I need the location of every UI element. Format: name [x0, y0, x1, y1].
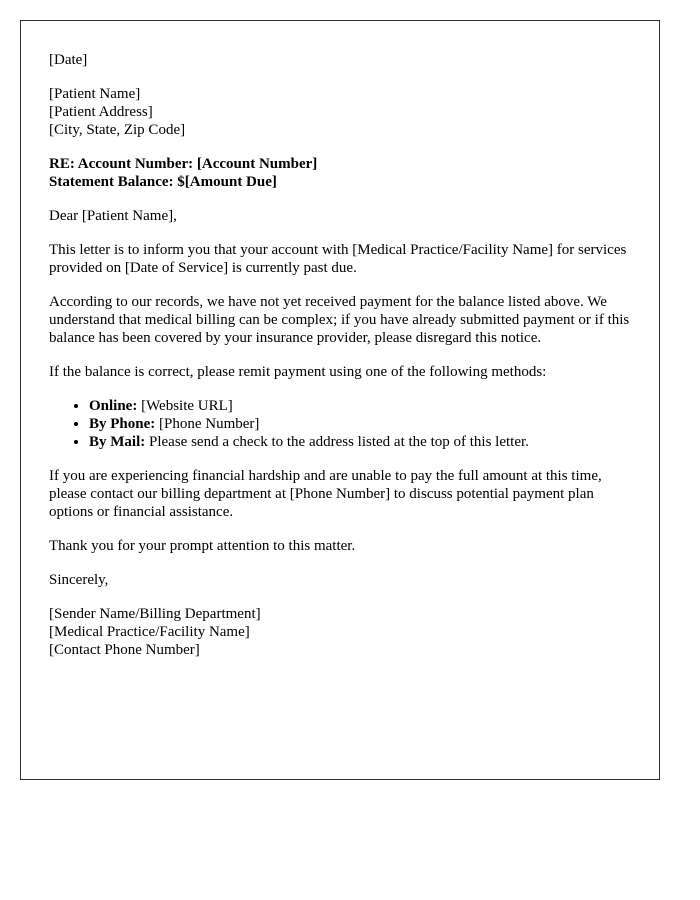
- account-number-line: RE: Account Number: [Account Number]: [49, 156, 318, 172]
- method-value: [Website URL]: [137, 398, 233, 414]
- recipient-city-state-zip: [City, State, Zip Code]: [49, 122, 186, 138]
- method-label: Online:: [89, 398, 138, 414]
- thanks-paragraph: Thank you for your prompt attention to this matter.: [49, 538, 356, 554]
- sender-phone: [Contact Phone Number]: [49, 642, 200, 658]
- sender-practice: [Medical Practice/Facility Name]: [49, 624, 250, 640]
- intro-paragraph: This letter is to inform you that your account with [Medical Practice/Facility Name] for services provided on [Date of Service] is currently past due.: [49, 242, 627, 276]
- letter-date: [Date]: [49, 52, 88, 68]
- method-value: [Phone Number]: [155, 416, 260, 432]
- method-value: Please send a check to the address listed at the top of this letter.: [145, 434, 529, 450]
- records-paragraph: According to our records, we have not yet received payment for the balance listed above. We understand that medical billing can be complex; if you have already submitted payment or if this balance has been covered by your insurance provider, please disregard this notice.: [49, 294, 630, 346]
- list-item: [89, 415, 631, 433]
- salutation: Dear [Patient Name],: [49, 208, 177, 224]
- payment-methods-list: [49, 397, 631, 451]
- list-item: [89, 433, 631, 451]
- recipient-address-block: [49, 85, 631, 139]
- signature-block: [49, 605, 631, 659]
- method-label: By Mail:: [89, 434, 146, 450]
- recipient-name: [Patient Name]: [49, 86, 141, 102]
- letter-document: [20, 20, 660, 780]
- sender-name: [Sender Name/Billing Department]: [49, 606, 261, 622]
- recipient-address: [Patient Address]: [49, 104, 153, 120]
- list-item: [89, 397, 631, 415]
- hardship-paragraph: If you are experiencing financial hardship and are unable to pay the full amount at this time, please contact our billing department at [Phone Number] to discuss potential payment plan options or financial assistance.: [49, 468, 602, 520]
- statement-balance-line: Statement Balance: $[Amount Due]: [49, 174, 277, 190]
- closing: Sincerely,: [49, 572, 109, 588]
- reference-block: [49, 155, 631, 191]
- remit-paragraph: If the balance is correct, please remit payment using one of the following methods:: [49, 364, 547, 380]
- method-label: By Phone:: [89, 416, 156, 432]
